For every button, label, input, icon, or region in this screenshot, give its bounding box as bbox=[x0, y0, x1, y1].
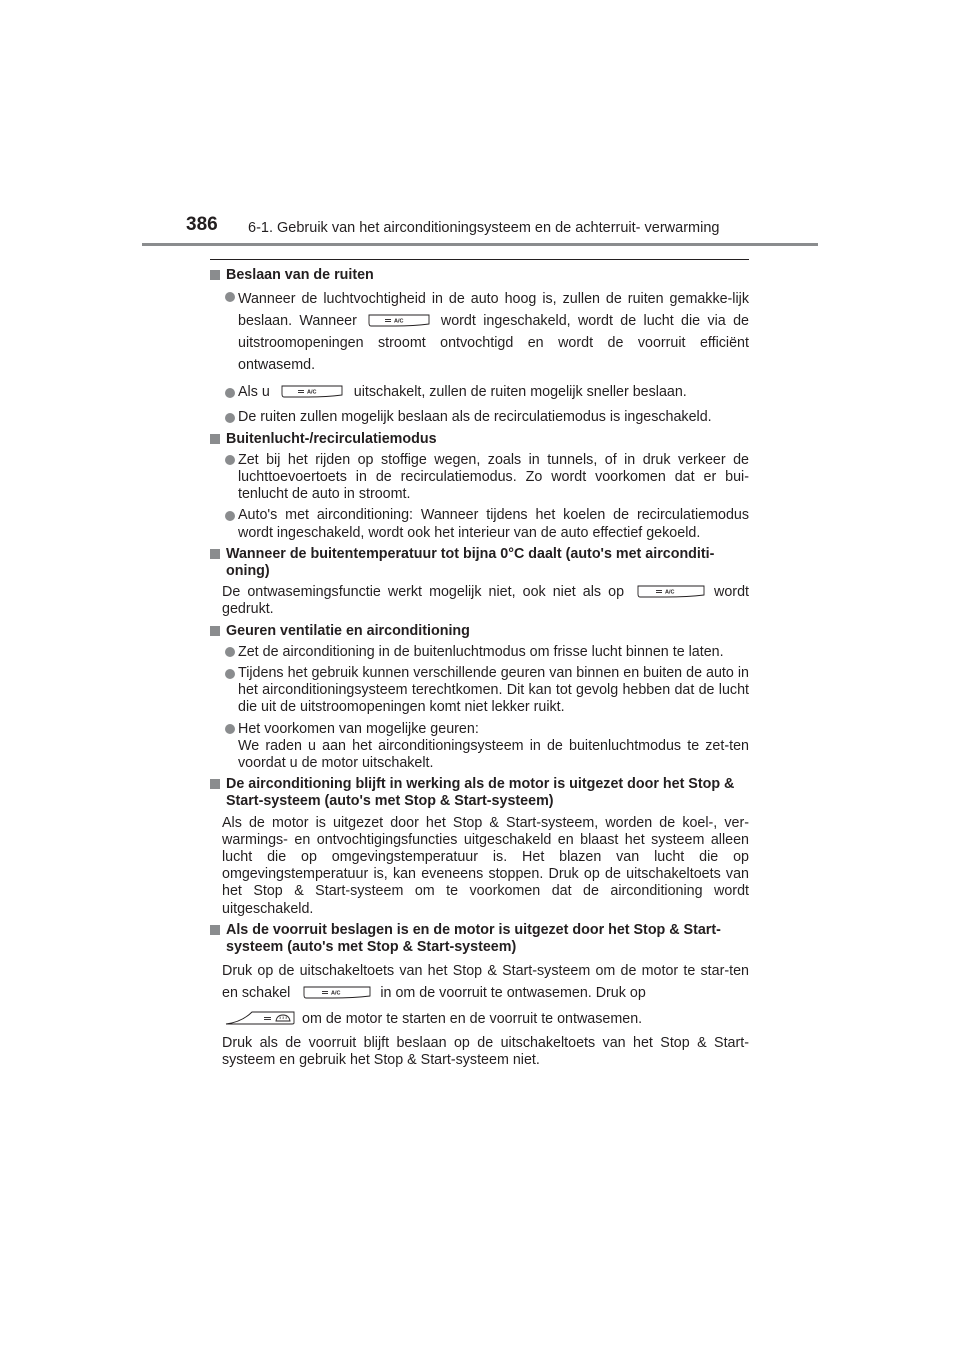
list-item: Zet bij het rijden op stoffige wegen, zoals in tunnels, of in druk verkeer de luchttoevoertoets in de recirculatiemodus. Zo wordt voorkomen dat er bui-tenlucht de auto in stroomt. bbox=[210, 452, 749, 504]
list-item: Zet de airconditioning in de buitenluchtmodus om frisse lucht binnen te laten. bbox=[210, 644, 749, 661]
svg-text:A/C: A/C bbox=[331, 990, 341, 997]
page-number: 386 bbox=[186, 214, 218, 235]
header-rule bbox=[142, 243, 818, 246]
section-low-temperature bbox=[210, 546, 749, 619]
list-item: De ruiten zullen mogelijk beslaan als de recirculatiemodus is ingeschakeld. bbox=[210, 409, 749, 426]
square-bullet-icon bbox=[210, 925, 220, 935]
round-bullet-icon bbox=[225, 724, 235, 734]
list-item: Als u A/C uitschakelt, zullen de ruiten mogelijk sneller beslaan. bbox=[210, 384, 749, 401]
round-bullet-icon bbox=[225, 388, 235, 398]
paragraph: Druk op de uitschakeltoets van het Stop & Start-systeem om de motor te star-ten en schakel A/C in om de voorruit te ontwasemen. Druk op bbox=[222, 963, 749, 1002]
round-bullet-icon bbox=[225, 292, 235, 302]
paragraph: Als de motor is uitgezet door het Stop & Start-systeem, worden de koel-, ver-warmings- en ontvochtigingsfuncties uitgeschakeld en blaast het systeem alleen lucht die op omgevingstemperatuur is. Het blazen van lucht die op omgevingstemperatuur is, kan eveneens stoppen. Druk op de uitschakeltoets van het Stop & Start-systeem om te voorkomen dat de airconditioning wordt uitgeschakeld. bbox=[222, 814, 749, 917]
square-bullet-icon bbox=[210, 779, 220, 789]
windshield-defroster-button-icon bbox=[222, 1010, 296, 1026]
list-item: Wanneer de luchtvochtigheid in de auto hoog is, zullen de ruiten gemakke-lijk beslaan. Wanneer A/C wordt ingeschakeld, wordt de lucht die via de uitstroomopeningen stroomt ontvochtigd en wordt de voorruit efficiënt ontwasemd. bbox=[210, 288, 749, 376]
section-heading: De airconditioning blijft in werking als de motor is uitgezet door het Stop & Start-systeem (auto's met Stop & Start-systeem) bbox=[210, 776, 749, 810]
page-content bbox=[210, 259, 749, 1073]
round-bullet-icon bbox=[225, 669, 235, 679]
square-bullet-icon bbox=[210, 626, 220, 636]
paragraph: De ontwasemingsfunctie werkt mogelijk niet, ook niet als op A/C wordt gedrukt. bbox=[222, 584, 749, 618]
ac-button-icon bbox=[367, 313, 431, 327]
paragraph: om de motor te starten en de voorruit te ontwasemen. bbox=[210, 1010, 749, 1028]
section-fogging bbox=[210, 267, 749, 427]
list-item: Het voorkomen van mogelijke geuren: We raden u aan het airconditioningsysteem in de buitenluchtmodus te zet-ten voordat u de motor uitschakelt. bbox=[210, 721, 749, 773]
section-odors bbox=[210, 623, 749, 773]
section-stop-start-ac bbox=[210, 776, 749, 918]
svg-text:A/C: A/C bbox=[306, 389, 317, 396]
square-bullet-icon bbox=[210, 270, 220, 280]
section-heading: Als de voorruit beslagen is en de motor is uitgezet door het Stop & Start-systeem (auto's met Stop & Start-systeem) bbox=[210, 922, 749, 956]
section-heading: Geuren ventilatie en airconditioning bbox=[210, 623, 749, 640]
svg-text:A/C: A/C bbox=[393, 318, 404, 325]
ac-button-icon bbox=[636, 584, 706, 598]
section-stop-start-windshield bbox=[210, 922, 749, 1069]
round-bullet-icon bbox=[225, 455, 235, 465]
square-bullet-icon bbox=[210, 434, 220, 444]
svg-text:A/C: A/C bbox=[665, 589, 675, 596]
section-heading: Beslaan van de ruiten bbox=[210, 267, 749, 284]
paragraph: Druk als de voorruit blijft beslaan op de uitschakeltoets van het Stop & Start-systeem en gebruik het Stop & Start-systeem niet. bbox=[222, 1034, 749, 1068]
list-item: Tijdens het gebruik kunnen verschillende geuren van binnen en buiten de auto in het airconditioningsysteem terechtkomen. Dit kan tot gevolg hebben dat de lucht die uit de uitstroomopeningen komt niet lekker ruikt. bbox=[210, 665, 749, 717]
list-item: Auto's met airconditioning: Wanneer tijdens het koelen de recirculatiemodus wordt ingeschakeld, wordt ook het interieur van de auto effectief gekoeld. bbox=[210, 507, 749, 541]
chapter-title: 6-1. Gebruik van het airconditioningsysteem en de achterruit- verwarming bbox=[248, 220, 720, 236]
ac-button-icon bbox=[302, 985, 372, 999]
section-air-intake bbox=[210, 431, 749, 542]
round-bullet-icon bbox=[225, 511, 235, 521]
round-bullet-icon bbox=[225, 647, 235, 657]
square-bullet-icon bbox=[210, 549, 220, 559]
round-bullet-icon bbox=[225, 413, 235, 423]
ac-button-icon bbox=[280, 384, 344, 398]
section-heading: Buitenlucht-/recirculatiemodus bbox=[210, 431, 749, 448]
section-heading: Wanneer de buitentemperatuur tot bijna 0°C daalt (auto's met airconditi-oning) bbox=[210, 546, 749, 580]
